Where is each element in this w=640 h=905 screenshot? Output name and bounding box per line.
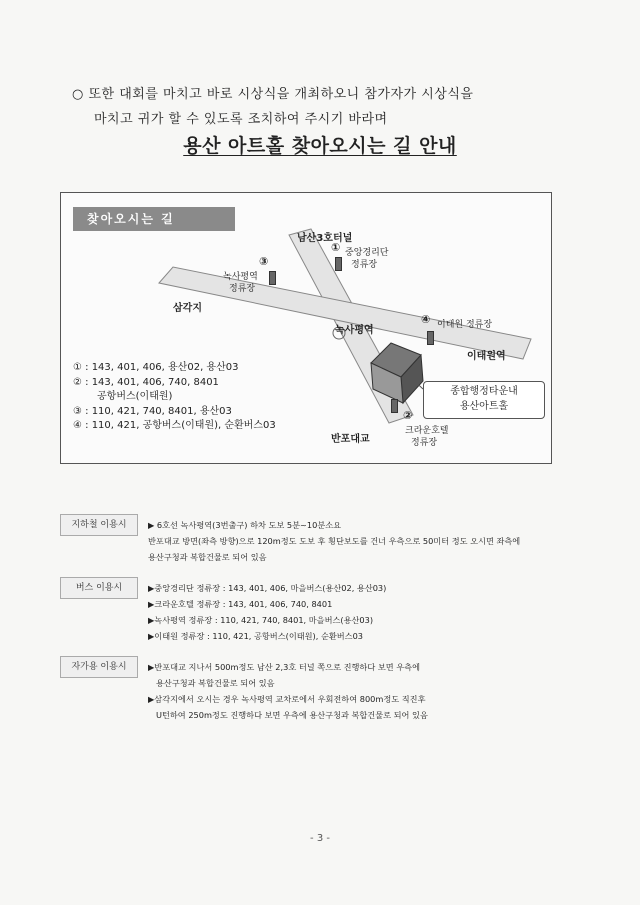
road-samgakji-itaewon	[159, 267, 531, 359]
car-section	[60, 656, 560, 726]
route-line: ② : 143, 401, 406, 740, 8401	[73, 376, 219, 388]
landmark-banpodaegyo: 반포대교	[331, 434, 370, 445]
car-tag: 자가용 이용시	[60, 656, 138, 678]
landmark-itaewon: 이태원역	[467, 351, 506, 362]
bus-stop-icon	[335, 257, 342, 271]
intro-line-2: 마치고 귀가 할 수 있도록 조치하여 주시기 바라며	[94, 112, 388, 127]
stop-1-number: ①	[331, 241, 341, 254]
page-title: 용산 아트홀 찾아오시는 길 안내	[183, 135, 457, 157]
stop-1-suffix: 정류장	[351, 260, 378, 270]
stop-3-suffix: 정류장	[229, 284, 256, 294]
subway-directions	[148, 517, 520, 565]
stop-2-suffix: 정류장	[411, 438, 438, 448]
bus-line-4: ▶이태원 정류장 : 110, 421, 공항버스(이태원), 순환버스03	[148, 631, 363, 641]
car-line-3: ▶삼각지에서 오시는 경우 녹사평역 교차로에서 우회전하여 800m정도 직진후	[148, 694, 426, 704]
bus-stop-icon	[391, 399, 398, 413]
subway-section	[60, 514, 560, 566]
car-line-2: 용산구청과 복합건물로 되어 있음	[156, 678, 275, 688]
car-line-4: U턴하여 250m정도 진행하다 보면 우측에 용산구청과 복합건물로 되어 있음	[156, 710, 428, 720]
bus-directions	[148, 580, 386, 644]
subway-line-3: 용산구청과 복합건물로 되어 있음	[148, 552, 267, 562]
stop-2-number: ②	[403, 409, 413, 422]
stop-2-name: 크라운호텔	[405, 426, 449, 436]
route-line: ① : 143, 401, 406, 용산02, 용산03	[73, 362, 239, 373]
art-hall-line-2: 용산아트홀	[459, 401, 509, 412]
art-hall-callout	[423, 381, 545, 419]
car-line-1: ▶반포대교 지나서 500m정도 남산 2,3호 터널 쪽으로 진행하다 보면 우측에	[148, 662, 420, 672]
intro-line-1: ○ 또한 대회를 마치고 바로 시상식을 개최하오니 참가자가 시상식을	[72, 87, 474, 102]
bus-stop-icon	[427, 331, 434, 345]
stop-1-name: 중앙경리단	[345, 248, 389, 258]
stop-3-name: 녹사평역	[223, 272, 258, 282]
route-line: 공항버스(이태원)	[97, 391, 173, 402]
landmark-tunnel: 남산3호터널	[297, 233, 353, 244]
route-line: ③ : 110, 421, 740, 8401, 용산03	[73, 405, 232, 417]
bus-route-list	[73, 361, 276, 434]
bus-line-2: ▶크라운호텔 정류장 : 143, 401, 406, 740, 8401	[148, 599, 333, 609]
art-hall-line-1: 종합행정타운내	[450, 386, 518, 397]
route-line: ④ : 110, 421, 공항버스(이태원), 순환버스03	[73, 420, 276, 431]
stop-3-number: ③	[259, 255, 269, 268]
bus-stop-icon	[269, 271, 276, 285]
bus-section	[60, 577, 560, 647]
subway-line-1: ▶ 6호선 녹사평역(3번출구) 하차 도보 5분~10분소요	[148, 520, 342, 530]
subway-line-2: 반포대교 방면(좌측 방향)으로 120m정도 도보 후 횡단보도를 건너 우측으로 50미터 정도 오시면 좌측에	[148, 536, 521, 546]
page-number: - 3 -	[310, 833, 330, 844]
car-directions	[148, 659, 428, 723]
subway-tag: 지하철 이용시	[60, 514, 138, 536]
stop-4-number: ④	[421, 313, 431, 326]
bus-line-1: ▶중앙경리단 정류장 : 143, 401, 406, 마을버스(용산02, 용산03)	[148, 583, 387, 593]
stop-4-name: 이태원 정류장	[437, 320, 493, 330]
landmark-noksapyeong: 녹사평역	[335, 325, 374, 336]
bus-line-3: ▶녹사평역 정류장 : 110, 421, 740, 8401, 마을버스(용산03)	[148, 615, 374, 625]
bus-tag: 버스 이용시	[60, 577, 138, 599]
intro-paragraph	[72, 82, 572, 132]
directions-map	[60, 192, 552, 464]
map-tab-label: 찾아오시는 길	[73, 207, 235, 231]
landmark-samgakji: 삼각지	[173, 303, 202, 314]
